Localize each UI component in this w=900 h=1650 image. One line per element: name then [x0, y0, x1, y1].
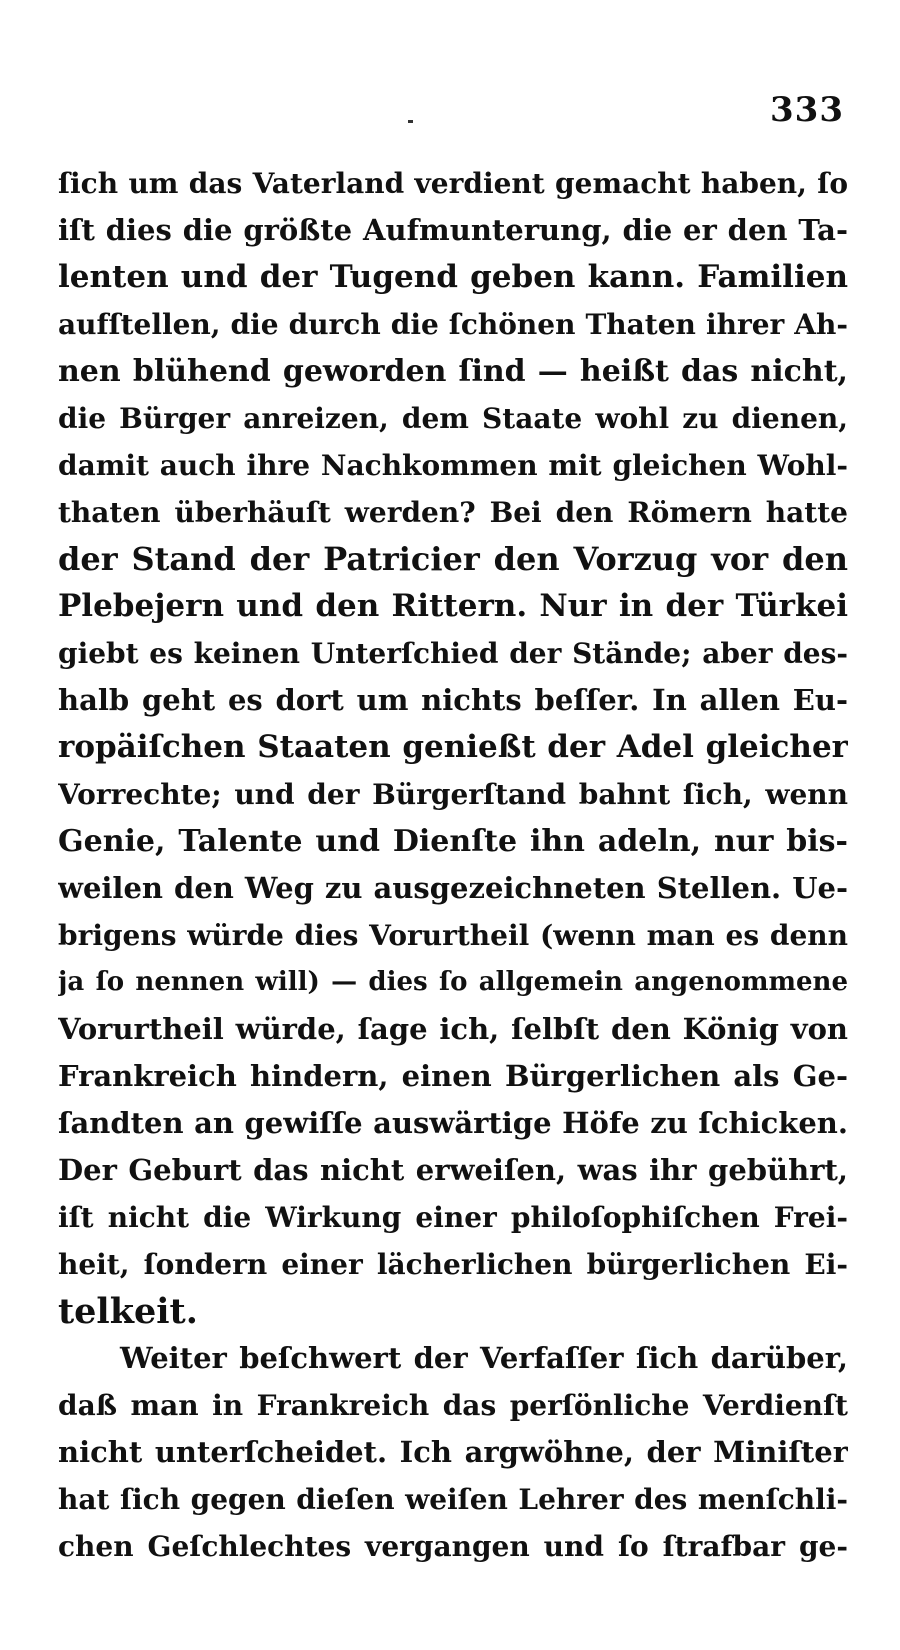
text-line: halb geht es dort um nichts beſſer. In allen Eu- [58, 683, 848, 717]
text-line: lenten und der Tugend geben kann. Familien [58, 259, 848, 295]
text-line: damit auch ihre Nachkommen mit gleichen Wohl- [58, 449, 848, 482]
text-line: daß man in Frankreich das perſönliche Verdienſt [58, 1389, 848, 1422]
text-line: giebt es keinen Unterſchied der Stände; aber des- [58, 637, 848, 670]
text-line: iſt dies die größte Aufmunterung, die er den Ta- [58, 213, 848, 247]
text-line: Genie, Talente und Dienſte ihn adeln, nur bis- [58, 824, 848, 859]
text-line: Frankreich hindern, einen Bürgerlichen als Ge- [58, 1059, 848, 1093]
text-line: ja ſo nennen will) — dies ſo allgemein angenommene [58, 967, 848, 997]
text-line: heit, ſondern einer lächerlichen bürgerlichen Ei- [58, 1248, 848, 1281]
text-line: Plebejern und den Rittern. Nur in der Türkei [58, 588, 848, 624]
text-line: chen Geſchlechtes vergangen und ſo ſtrafbar ge- [58, 1530, 848, 1563]
text-line: der Stand der Patricier den Vorzug vor den [58, 540, 848, 578]
page-number: 333 [770, 90, 844, 130]
text-line: Der Geburt das nicht erweiſen, was ihr gebührt, [58, 1153, 848, 1187]
text-line: ſich um das Vaterland verdient gemacht haben, ſo [58, 167, 848, 200]
text-line: thaten überhäuſt werden? Bei den Römern hatte [58, 496, 848, 529]
text-line: hat ſich gegen dieſen weiſen Lehrer des menſchli- [58, 1483, 848, 1516]
text-line: weilen den Weg zu ausgezeichneten Stellen. Ue- [58, 871, 848, 905]
text-line: ſandten an gewiſſe auswärtige Höfe zu ſchicken. [58, 1106, 848, 1140]
text-line: aufſtellen, die durch die ſchönen Thaten ihrer Ah- [58, 308, 848, 341]
text-line: nicht unterſcheidet. Ich argwöhne, der Miniſter [58, 1435, 848, 1469]
text-line: die Bürger anreizen, dem Staate wohl zu dienen, [58, 402, 848, 435]
text-line: Vorurtheil würde, ſage ich, ſelbſt den König von [58, 1012, 848, 1046]
body-text [58, 160, 848, 1570]
paragraph-end-line: telkeit. [58, 1291, 198, 1332]
paragraph-start-line: Weiter beſchwert der Verfaſſer ſich darüber, [120, 1341, 848, 1375]
text-line: iſt nicht die Wirkung einer philoſophiſchen Frei- [58, 1201, 848, 1234]
text-line: ropäiſchen Staaten genießt der Adel gleicher [58, 729, 848, 765]
text-line: brigens würde dies Vorurtheil (wenn man es denn [58, 919, 848, 952]
ink-speck [408, 120, 413, 123]
text-line: nen blühend geworden ſind — heißt das nicht, [58, 354, 848, 389]
text-line: Vorrechte; und der Bürgerſtand bahnt ſich, wenn [58, 778, 848, 811]
